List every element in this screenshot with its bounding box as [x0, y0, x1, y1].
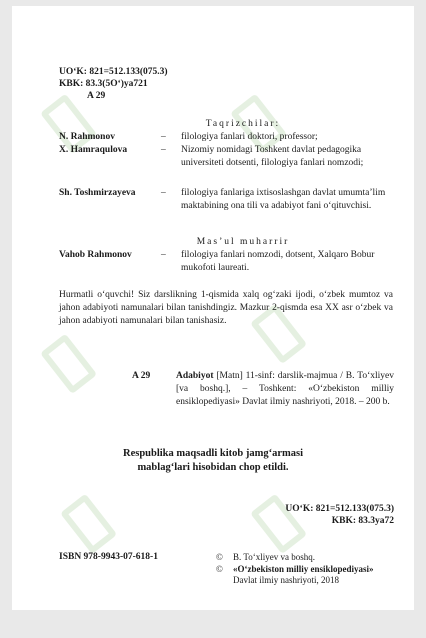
reviewer-name: X. Hamraqulova — [59, 145, 128, 155]
udk-code: UO‘K: 821=512.133(075.3) — [285, 504, 394, 514]
bib-details: [Matn] 11-sinf: darslik-majmua / B. To‘xliyev [va boshq.], – Toshkent: «O‘zbekiston milliy ensiklopediyasi» Davlat ilmiy nashriyoti, 2018. – 200 b. — [176, 371, 394, 407]
reviewer-desc: Nizomiy nomidagi Toshkent davlat pedagogika universiteti dotsenti, filologiya fanlari nomzodi; — [181, 145, 364, 168]
bib-index: A 29 — [132, 371, 151, 381]
kbk-code: KBK: 83.3(5O‘)ya721 — [59, 79, 148, 89]
reviewer-row — [59, 144, 389, 184]
reviewer-desc: filologiya fanlariga ixtisoslashgan davlat umumta’lim maktabining ona tili va adabiyot fani o‘qituvchisi. — [181, 188, 386, 211]
watermark-logo — [60, 490, 122, 554]
dash: – — [161, 145, 166, 155]
intro-paragraph: Hurmatli o‘quvchi! Siz darslikning 1-qismida xalq og‘zaki ijodi, o‘zbek mumtoz va jahon adabiyoti namunalari bilan tanishdingiz. Mazkur 2-qismda esa XX asr o‘zbek va jahon adabiyoti namunalari bilan tanishasiz. — [59, 290, 393, 326]
bib-text — [176, 370, 394, 409]
udk-code: UO‘K: 821=512.133(075.3) — [59, 67, 168, 77]
book-index: A 29 — [87, 91, 106, 101]
funding-notice-line: mablag‘lari hisobidan chop etildi. — [137, 462, 289, 473]
bibliographic-record — [132, 370, 394, 409]
copyright-block — [216, 552, 374, 587]
reviewer-desc: filologiya fanlari doktori, professor; — [181, 132, 318, 142]
copyright-publisher: «O‘zbekiston milliy ensiklopediyasi» — [233, 563, 374, 574]
reviewer-row — [59, 187, 389, 227]
reviewer-name: Sh. Toshmirzayeva — [59, 188, 136, 198]
watermark-mark-icon — [60, 494, 117, 555]
watermark-logo — [40, 330, 102, 394]
kbk-code: KBK: 83.3ya72 — [331, 516, 394, 526]
copyright-icon: © — [216, 552, 223, 562]
editor-desc: filologiya fanlari nomzodi, dotsent, Xalqaro Bobur mukofoti laureati. — [181, 250, 375, 273]
page — [12, 6, 414, 610]
funding-notice-line: Respublika maqsadli kitob jamg‘armasi — [123, 448, 303, 459]
editor-name: Vahob Rahmonov — [59, 250, 132, 260]
editor-title: Mas’ul muharrir — [196, 237, 290, 247]
classification-codes — [59, 66, 168, 102]
copyright-icon: © — [216, 563, 223, 574]
dash: – — [161, 250, 166, 260]
bib-title: Adabiyot — [176, 371, 214, 381]
watermark-mark-icon — [40, 334, 97, 395]
dash: – — [161, 132, 166, 142]
copyright-authors: B. To‘xliyev va boshq. — [233, 552, 315, 562]
reviewers-title: Taqrizchilar: — [205, 119, 281, 129]
classification-codes-bottom — [285, 503, 394, 527]
dash: – — [161, 188, 166, 198]
funding-notice — [12, 447, 414, 475]
reviewer-name: N. Rahmonov — [59, 132, 115, 142]
editor-row — [59, 249, 389, 277]
copyright-publisher-year: Davlat ilmiy nashriyoti, 2018 — [233, 575, 339, 585]
reviewer-row — [59, 131, 389, 144]
isbn: ISBN 978-9943-07-618-1 — [59, 552, 158, 562]
